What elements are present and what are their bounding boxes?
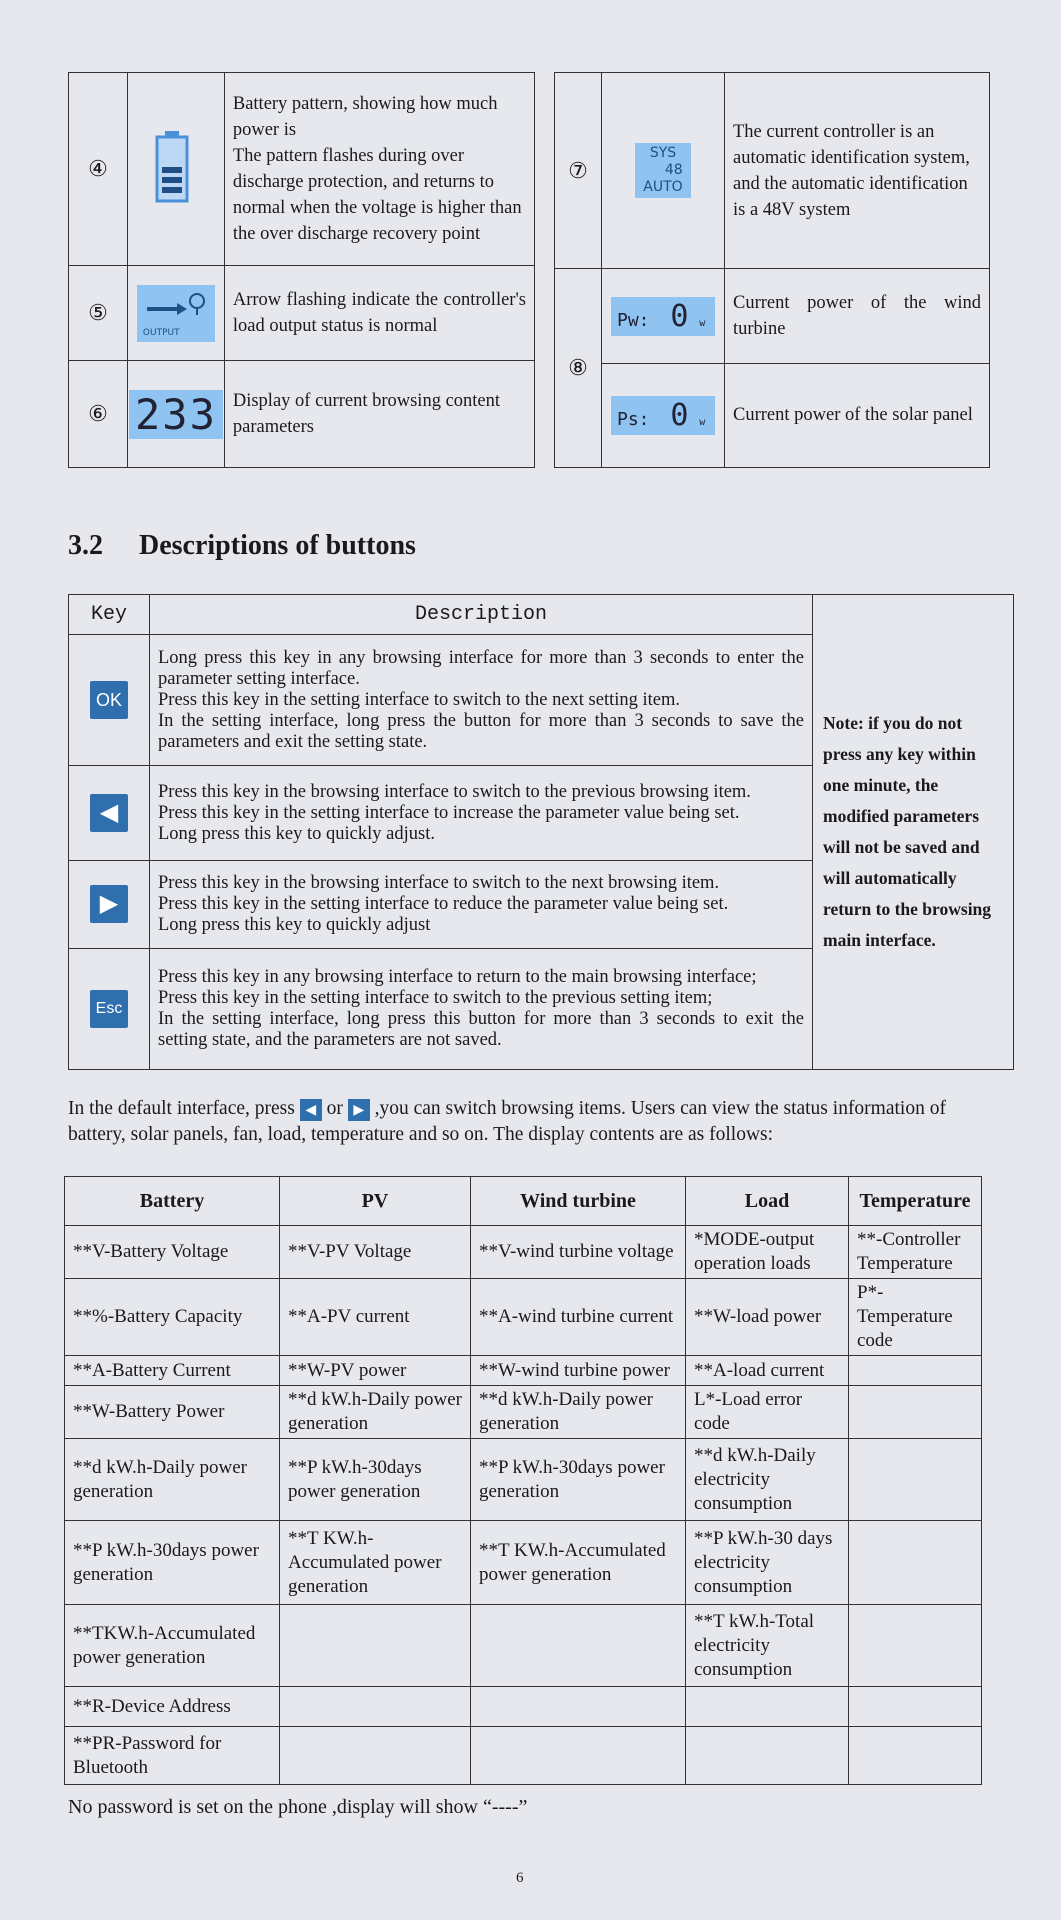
table-cell: **W-wind turbine power xyxy=(471,1356,686,1386)
lcd-prefix: Pw: xyxy=(617,309,650,331)
table-cell: **d kW.h-Daily power generation xyxy=(65,1439,280,1521)
lcd-unit: w xyxy=(699,317,706,329)
row-number: ④ xyxy=(69,73,128,266)
lcd-unit: w xyxy=(699,416,706,428)
lcd-value: 0 xyxy=(670,298,689,334)
table-cell: **P kW.h-30days power generation xyxy=(280,1439,471,1521)
para-post: ,you can switch browsing items. Users can view the status information of battery, solar panels, fan, load, temperature and so on. The display contents are as follows: xyxy=(68,1098,946,1145)
footer-note: No password is set on the phone ,display will show “----” xyxy=(68,1796,528,1818)
table-cell: L*-Load error code xyxy=(686,1386,849,1439)
table-cell: **d kW.h-Daily electricity consumption xyxy=(686,1439,849,1521)
ok-key-icon: OK xyxy=(90,681,128,719)
table-cell: **W-PV power xyxy=(280,1356,471,1386)
table-cell xyxy=(280,1687,471,1727)
display-icons-table-right xyxy=(554,72,990,468)
table-cell: **P kW.h-30days power generation xyxy=(471,1439,686,1521)
table-cell: **TKW.h-Accumulated power generation xyxy=(65,1605,280,1687)
right-arrow-icon: ▶ xyxy=(348,1099,370,1121)
para-pre: In the default interface, press xyxy=(68,1098,295,1119)
output-arrow-icon xyxy=(128,266,225,361)
table-cell: **P kW.h-30 days electricity consumption xyxy=(686,1521,849,1605)
table-cell xyxy=(280,1727,471,1785)
table-cell: **T KW.h-Accumulated power generation xyxy=(280,1521,471,1605)
table-cell: **PR-Password for Bluetooth xyxy=(65,1727,280,1785)
table-cell: **d kW.h-Daily power generation xyxy=(280,1386,471,1439)
table-cell xyxy=(686,1727,849,1785)
table-row xyxy=(65,1521,982,1605)
table-cell: **T kW.h-Total electricity consumption xyxy=(686,1605,849,1687)
table-cell xyxy=(471,1687,686,1727)
right-arrow-key-icon: ▶ xyxy=(90,885,128,923)
auto-identification-desc: The current controller is an automatic identification system, and the automatic identification is a 48V system xyxy=(725,73,990,269)
table-cell: **%-Battery Capacity xyxy=(65,1279,280,1356)
table-cell xyxy=(849,1521,982,1605)
table-cell xyxy=(849,1605,982,1687)
table-row xyxy=(65,1226,982,1279)
table-cell xyxy=(280,1605,471,1687)
lcd-line: AUTO xyxy=(643,179,683,196)
left-key-desc: Press this key in the browsing interface to switch to the previous browsing item. Press this key in the setting interface to increase the parameter value being set. Long press this key to quickly adjust. xyxy=(150,766,813,860)
section-heading xyxy=(68,530,452,562)
table-cell xyxy=(849,1439,982,1521)
output-label: OUTPUT xyxy=(142,327,180,338)
table-cell: *MODE-output operation loads xyxy=(686,1226,849,1279)
description-header: Description xyxy=(150,595,813,635)
esc-key-icon: Esc xyxy=(90,990,128,1028)
table-row xyxy=(65,1356,982,1386)
table-cell: **R-Device Address xyxy=(65,1687,280,1727)
right-key-desc: Press this key in the browsing interface to switch to the next browsing item. Press this key in the setting interface to reduce the parameter value being set. Long press this key to quickly adjust xyxy=(150,860,813,948)
para-mid: or xyxy=(326,1098,343,1119)
sys-auto-lcd xyxy=(602,73,725,269)
browsing-params-desc: Display of current browsing content parameters xyxy=(224,361,534,468)
col-header-wind: Wind turbine xyxy=(471,1177,686,1226)
table-cell: **A-wind turbine current xyxy=(471,1279,686,1356)
table-row xyxy=(65,1605,982,1687)
table-cell: **V-wind turbine voltage xyxy=(471,1226,686,1279)
battery-pattern-desc: Battery pattern, showing how much power is The pattern flashes during over discharge protection, and returns to normal when the voltage is higher than the over discharge recovery point xyxy=(224,73,534,266)
lcd-line: SYS xyxy=(649,145,677,162)
col-header-load: Load xyxy=(686,1177,849,1226)
table-row xyxy=(65,1386,982,1439)
table-cell: **A-Battery Current xyxy=(65,1356,280,1386)
row-number: ⑦ xyxy=(555,73,602,269)
table-cell xyxy=(849,1687,982,1727)
table-row xyxy=(65,1727,982,1785)
page-number: 6 xyxy=(516,1870,524,1886)
lcd-line: 48 xyxy=(664,162,683,179)
parameter-lcd: 233 xyxy=(129,390,223,439)
table-cell: **T KW.h-Accumulated power generation xyxy=(471,1521,686,1605)
buttons-table xyxy=(68,594,1014,1070)
table-cell xyxy=(849,1727,982,1785)
section-number: 3.2 xyxy=(68,530,103,561)
ok-key-desc: Long press this key in any browsing interface for more than 3 seconds to enter the parameter setting interface. Press this key in the setting interface to switch to the next setting item. In the setting interface, long press the button for more than 3 seconds to save the parameters and exit the setting state. xyxy=(150,635,813,766)
table-cell: **A-load current xyxy=(686,1356,849,1386)
table-cell xyxy=(849,1386,982,1439)
table-row xyxy=(65,1279,982,1356)
browsing-paragraph xyxy=(68,1096,1008,1148)
solar-power-desc: Current power of the solar panel xyxy=(725,363,990,467)
table-cell xyxy=(849,1356,982,1386)
row-number: ⑤ xyxy=(69,266,128,361)
battery-pattern-icon xyxy=(128,73,225,266)
table-cell xyxy=(471,1727,686,1785)
solar-power-lcd xyxy=(611,396,715,435)
table-cell: **A-PV current xyxy=(280,1279,471,1356)
wind-power-lcd xyxy=(611,297,715,336)
table-cell: P*-Temperature code xyxy=(849,1279,982,1356)
key-header: Key xyxy=(69,595,150,635)
lcd-value: 0 xyxy=(670,397,689,433)
left-arrow-icon: ◀ xyxy=(300,1099,322,1121)
left-arrow-key-icon: ◀ xyxy=(90,794,128,832)
note-cell: Note: if you do not press any key within one minute, the modified parameters will not be saved and will automatically return to the browsing main interface. xyxy=(813,595,1014,1070)
row-number: ⑥ xyxy=(69,361,128,468)
table-cell: **V-Battery Voltage xyxy=(65,1226,280,1279)
table-cell: **W-Battery Power xyxy=(65,1386,280,1439)
table-cell: **V-PV Voltage xyxy=(280,1226,471,1279)
table-cell: **P kW.h-30days power generation xyxy=(65,1521,280,1605)
display-contents-table xyxy=(64,1176,982,1785)
table-row xyxy=(65,1687,982,1727)
esc-key-desc: Press this key in any browsing interface to return to the main browsing interface; Press this key in the setting interface to switch to the previous setting item; In the setting interface, long press this button for more than 3 seconds to exit the setting state, and the parameters are not saved. xyxy=(150,948,813,1069)
display-icons-table-left xyxy=(68,72,535,468)
table-cell: **W-load power xyxy=(686,1279,849,1356)
row-number: ⑧ xyxy=(555,269,602,468)
wind-power-desc: Current power of the wind turbine xyxy=(725,269,990,363)
load-output-desc: Arrow flashing indicate the controller's load output status is normal xyxy=(224,266,534,361)
table-cell: **d kW.h-Daily power generation xyxy=(471,1386,686,1439)
table-cell xyxy=(686,1687,849,1727)
table-cell: **-Controller Temperature xyxy=(849,1226,982,1279)
lcd-prefix: Ps: xyxy=(617,408,650,430)
col-header-battery: Battery xyxy=(65,1177,280,1226)
table-row xyxy=(65,1439,982,1521)
col-header-pv: PV xyxy=(280,1177,471,1226)
col-header-temperature: Temperature xyxy=(849,1177,982,1226)
section-title: Descriptions of buttons xyxy=(139,530,416,561)
table-cell xyxy=(471,1605,686,1687)
